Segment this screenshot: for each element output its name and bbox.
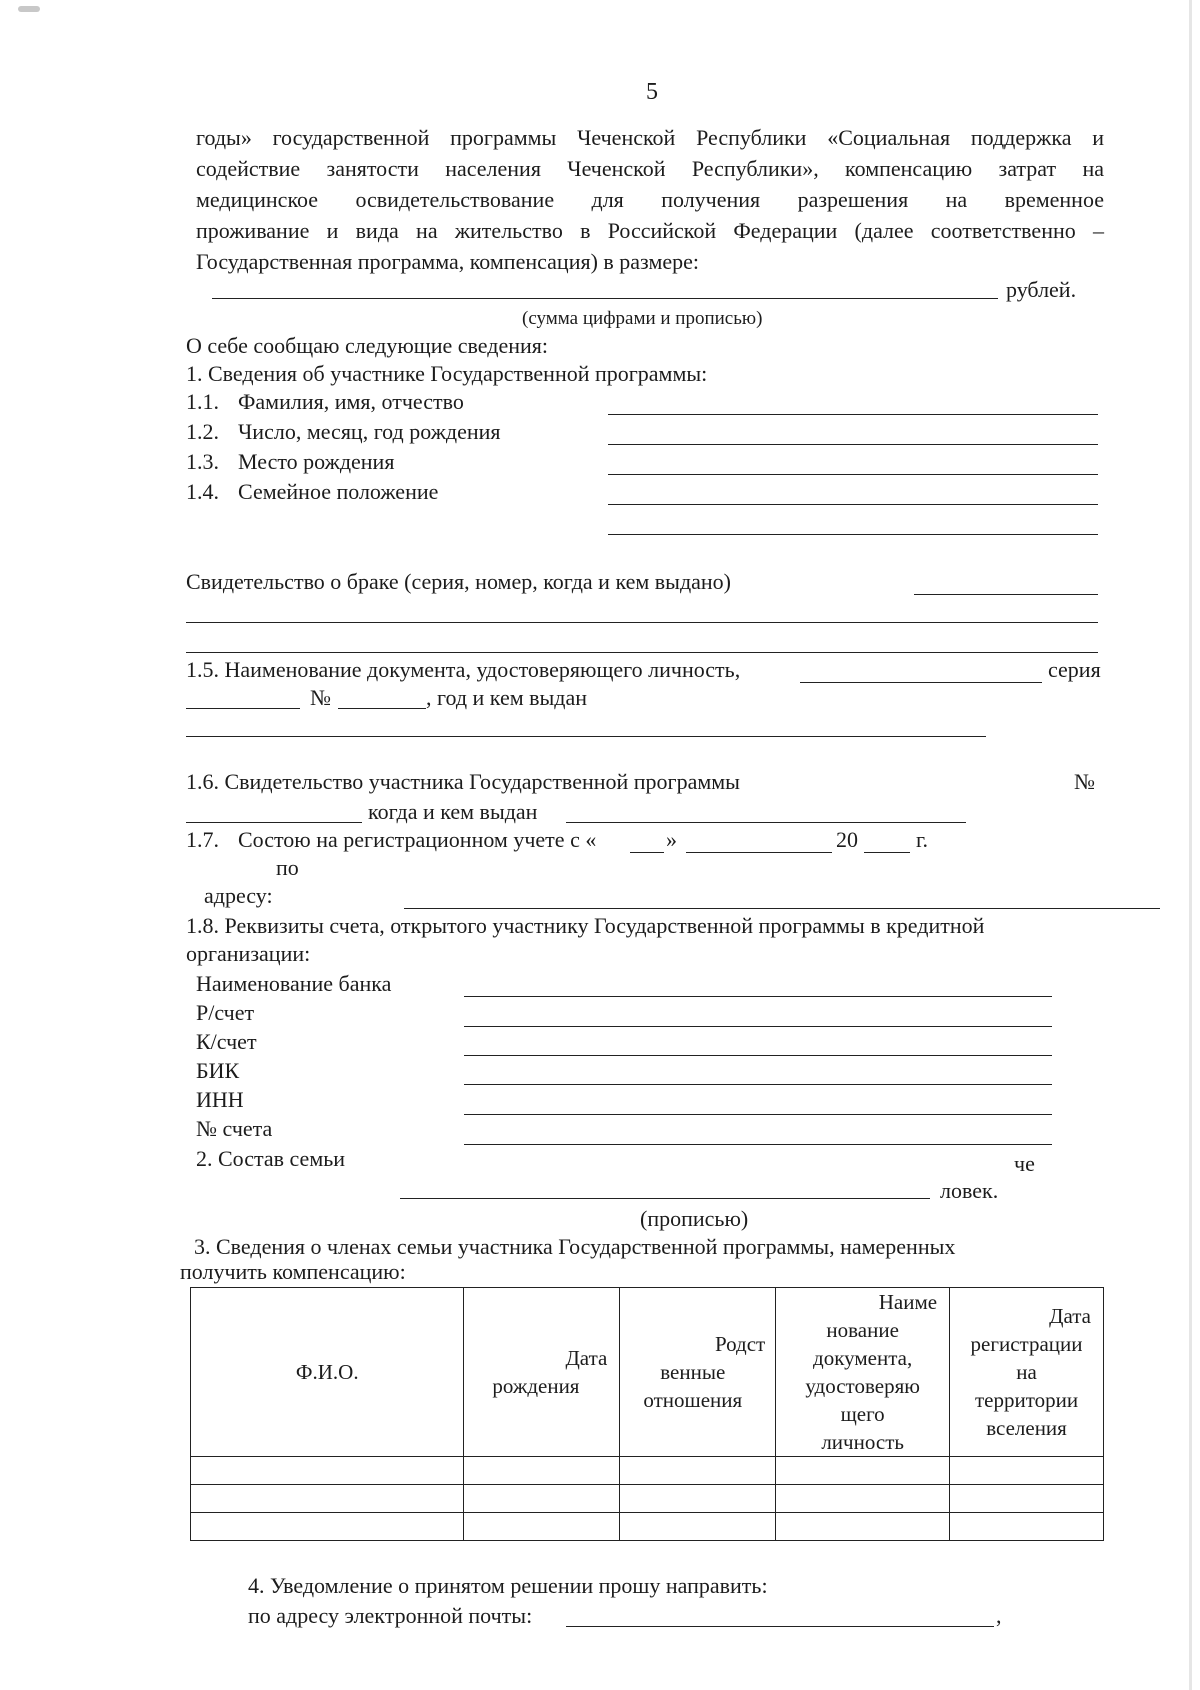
table-cell[interactable] bbox=[191, 1485, 464, 1513]
item-number: 1.3. bbox=[186, 449, 219, 474]
page-number: 5 bbox=[646, 79, 658, 105]
marriage-cert-field-2[interactable] bbox=[186, 622, 1098, 623]
marital-field[interactable] bbox=[608, 504, 1098, 505]
bank-details-title-cont: организации: bbox=[186, 941, 311, 966]
table-cell[interactable] bbox=[776, 1457, 950, 1485]
table-row bbox=[191, 1485, 1104, 1513]
registration-year-field[interactable] bbox=[864, 852, 910, 853]
item-label-marital: Семейное положение bbox=[238, 479, 439, 504]
table-cell[interactable] bbox=[620, 1457, 776, 1485]
header-line: личность bbox=[821, 1430, 904, 1454]
inn-field[interactable] bbox=[464, 1114, 1052, 1115]
birthplace-field[interactable] bbox=[608, 474, 1098, 475]
table-row bbox=[191, 1513, 1104, 1541]
section1-title: 1. Сведения об участнике Государственной программы: bbox=[186, 361, 708, 386]
participant-cert-issued-field[interactable] bbox=[566, 822, 966, 823]
bank-name-label: Наименование банка bbox=[196, 971, 392, 996]
header-line: отношения bbox=[643, 1388, 743, 1412]
bik-label: БИК bbox=[196, 1058, 240, 1083]
header-line: Ф.И.О. bbox=[295, 1360, 359, 1384]
item-number: 1.2. bbox=[186, 419, 219, 444]
header-registration-date bbox=[950, 1288, 1104, 1457]
registration-year-prefix: 20 bbox=[836, 827, 858, 852]
family-size-caption: (прописью) bbox=[640, 1206, 749, 1231]
id-series-label: серия bbox=[1048, 657, 1101, 682]
self-info-heading: О себе сообщаю следующие сведения: bbox=[186, 333, 549, 358]
participant-cert-number-sign: № bbox=[1074, 769, 1095, 794]
header-line: Дата bbox=[565, 1346, 608, 1370]
header-relationship bbox=[620, 1288, 776, 1457]
table-cell[interactable] bbox=[950, 1485, 1104, 1513]
header-line: территории bbox=[974, 1388, 1079, 1412]
table-cell[interactable] bbox=[776, 1513, 950, 1541]
id-number-sign: № bbox=[310, 685, 331, 710]
bik-field[interactable] bbox=[464, 1084, 1052, 1085]
id-doc-label: 1.5. Наименование документа, удостоверяющего личность, bbox=[186, 657, 741, 682]
table-cell[interactable] bbox=[464, 1485, 620, 1513]
intro-line: Государственная программа, компенсация) в размере: bbox=[196, 249, 700, 274]
sum-field[interactable] bbox=[212, 298, 998, 299]
table-cell[interactable] bbox=[191, 1513, 464, 1541]
header-birthdate bbox=[464, 1288, 620, 1457]
table-cell[interactable] bbox=[950, 1513, 1104, 1541]
marriage-cert-field-3[interactable] bbox=[186, 652, 1098, 653]
header-line: Дата bbox=[1049, 1304, 1091, 1328]
registration-year-suffix: г. bbox=[916, 827, 929, 852]
item-label-name: Фамилия, имя, отчество bbox=[238, 389, 464, 414]
table-cell[interactable] bbox=[620, 1485, 776, 1513]
inn-label: ИНН bbox=[196, 1087, 244, 1112]
header-line: рождения bbox=[492, 1374, 580, 1398]
account-number-field[interactable] bbox=[464, 1144, 1052, 1145]
item-number: 1.4. bbox=[186, 479, 219, 504]
table-cell[interactable] bbox=[464, 1513, 620, 1541]
correspondent-account-label: К/счет bbox=[196, 1029, 257, 1054]
table-header-row bbox=[191, 1288, 1104, 1457]
registration-address-label: адресу: bbox=[204, 883, 273, 908]
intro-line: проживание и вида на жительство в Российской Федерации (далее соответственно – bbox=[196, 218, 1104, 243]
intro-line: годы» государственной программы Чеченской Республики «Социальная поддержка и bbox=[196, 125, 1104, 150]
id-doc-name-field[interactable] bbox=[800, 682, 1042, 683]
name-field[interactable] bbox=[608, 414, 1098, 415]
header-id-document bbox=[776, 1288, 950, 1457]
scan-artifact bbox=[18, 6, 40, 12]
item-label-birthdate: Число, месяц, год рождения bbox=[238, 419, 501, 444]
section3-title-cont: получить компенсацию: bbox=[180, 1259, 406, 1284]
registration-label: Состою на регистрационном учете с « bbox=[238, 827, 597, 852]
account-number-label: № счета bbox=[196, 1116, 273, 1141]
registration-address-field[interactable] bbox=[404, 908, 1160, 909]
table-cell[interactable] bbox=[191, 1457, 464, 1485]
header-line: нование bbox=[826, 1318, 899, 1342]
family-members-table bbox=[190, 1287, 1104, 1541]
scan-edge bbox=[1189, 0, 1192, 1690]
bank-details-title: 1.8. Реквизиты счета, открытого участнику Государственной программы в кредитной bbox=[186, 913, 985, 938]
item-label-birthplace: Место рождения bbox=[238, 449, 395, 474]
header-line: документа, bbox=[813, 1346, 913, 1370]
header-line: Наиме bbox=[878, 1290, 938, 1314]
settlement-account-field[interactable] bbox=[464, 1026, 1052, 1027]
id-number-field[interactable] bbox=[338, 708, 426, 709]
header-line: вселения bbox=[986, 1416, 1067, 1440]
email-label: по адресу электронной почты: bbox=[248, 1603, 533, 1628]
item-number: 1.1. bbox=[186, 389, 219, 414]
table-cell[interactable] bbox=[776, 1485, 950, 1513]
header-line: щего bbox=[840, 1402, 885, 1426]
marital-field-extra[interactable] bbox=[608, 534, 1098, 535]
intro-paragraph bbox=[196, 122, 1104, 277]
header-line: Родст bbox=[714, 1332, 766, 1356]
people-label-part2: ловек. bbox=[940, 1178, 999, 1203]
table-cell[interactable] bbox=[950, 1457, 1104, 1485]
header-full-name bbox=[191, 1288, 464, 1457]
table-cell[interactable] bbox=[620, 1513, 776, 1541]
participant-cert-label: 1.6. Свидетельство участника Государственной программы bbox=[186, 769, 740, 794]
table-cell[interactable] bbox=[464, 1457, 620, 1485]
id-issued-label: , год и кем выдан bbox=[426, 685, 588, 710]
marriage-cert-label: Свидетельство о браке (серия, номер, когда и кем выдано) bbox=[186, 569, 732, 594]
section4-title: 4. Уведомление о принятом решении прошу направить: bbox=[248, 1573, 768, 1598]
registration-day-field[interactable] bbox=[630, 852, 664, 853]
email-field[interactable] bbox=[566, 1626, 994, 1627]
settlement-account-label: Р/счет bbox=[196, 1000, 255, 1025]
id-issued-field[interactable] bbox=[186, 736, 986, 737]
header-line: венные bbox=[660, 1360, 726, 1384]
registration-po: по bbox=[276, 855, 299, 880]
header-line: регистрации bbox=[970, 1332, 1083, 1356]
participant-cert-issued-label: когда и кем выдан bbox=[368, 799, 538, 824]
intro-line: содействие занятости населения Чеченской Республики», компенсацию затрат на bbox=[196, 156, 1104, 181]
section3-title: 3. Сведения о членах семьи участника Государственной программы, намеренных bbox=[194, 1234, 956, 1259]
header-line: на bbox=[1016, 1360, 1037, 1384]
table-row bbox=[191, 1457, 1104, 1485]
people-label-part1: че bbox=[1014, 1151, 1035, 1176]
rubles-label: рублей. bbox=[1006, 277, 1077, 302]
family-size-field[interactable] bbox=[400, 1198, 930, 1199]
id-series-field[interactable] bbox=[186, 708, 300, 709]
intro-line: медицинское освидетельствование для получения разрешения на временное bbox=[196, 187, 1104, 212]
header-line: удостоверяю bbox=[805, 1374, 920, 1398]
participant-cert-number-field[interactable] bbox=[186, 822, 362, 823]
sum-caption: (сумма цифрами и прописью) bbox=[522, 308, 763, 329]
birthdate-field[interactable] bbox=[608, 444, 1098, 445]
registration-quote-close: » bbox=[666, 827, 677, 852]
section2-title: 2. Состав семьи bbox=[196, 1146, 346, 1171]
email-trailing-comma: , bbox=[996, 1603, 1002, 1628]
registration-month-field[interactable] bbox=[686, 852, 832, 853]
correspondent-account-field[interactable] bbox=[464, 1055, 1052, 1056]
item-number: 1.7. bbox=[186, 827, 219, 852]
bank-name-field[interactable] bbox=[464, 996, 1052, 997]
marriage-cert-field[interactable] bbox=[914, 594, 1098, 595]
